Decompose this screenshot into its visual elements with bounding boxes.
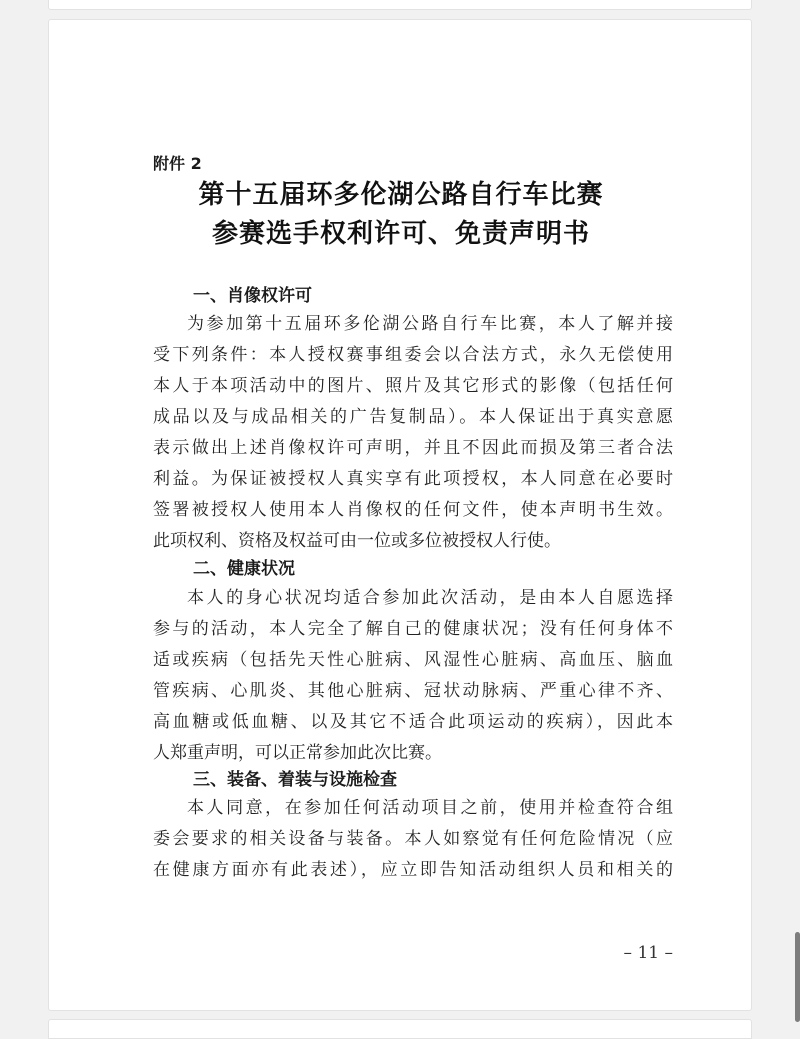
document-title-line-1: 第十五届环多伦湖公路自行车比赛 [198,180,604,210]
paragraph-line: 在健康方面亦有此表述），应立即告知活动组织人员和相关的 [153,860,673,880]
section-heading-health-status: 二、健康状况 [193,559,295,579]
paragraph-line: 高血糖或低血糖、以及其它不适合此项运动的疾病），因此本 [153,712,673,732]
paragraph-line: 成品以及与成品相关的广告复制品）。本人保证出于真实意愿 [153,407,673,427]
section-body-equipment-check [153,793,673,886]
document-page [48,19,752,1011]
paragraph-line: 适或疾病（包括先天性心脏病、风湿性心脏病、高血压、脑血 [153,650,673,670]
paragraph-line: 管疾病、心肌炎、其他心脏病、冠状动脉病、严重心律不齐、 [153,681,673,701]
paragraph-line: 表示做出上述肖像权许可声明，并且不因此而损及第三者合法 [153,438,673,458]
section-heading-portrait-rights: 一、肖像权许可 [193,286,312,306]
next-page-edge [48,1019,752,1039]
section-body-health-status [153,583,673,769]
paragraph-line: 人郑重声明，可以正常参加此次比赛。 [153,743,442,763]
paragraph-line: 本人于本项活动中的图片、照片及其它形式的影像（包括任何 [153,376,673,396]
paragraph-line: 受下列条件：本人授权赛事组委会以合法方式，永久无偿使用 [153,345,673,365]
document-title-line-2: 参赛选手权利许可、免责声明书 [211,219,590,249]
scrollbar-thumb[interactable] [795,932,800,1022]
previous-page-edge [48,0,752,10]
paragraph-line: 为参加第十五届环多伦湖公路自行车比赛，本人了解并接 [187,314,673,334]
page-number: – 11 – [623,943,673,963]
paragraph-line: 此项权利、资格及权益可由一位或多位被授权人行使。 [153,531,561,551]
attachment-label: 附件 2 [153,154,202,173]
paragraph-line: 利益。为保证被授权人真实享有此项授权，本人同意在必要时 [153,469,673,489]
section-body-portrait-rights [153,309,673,557]
paragraph-line: 委会要求的相关设备与装备。本人如察觉有任何危险情况（应 [153,829,673,849]
section-heading-equipment-check: 三、装备、着装与设施检查 [193,770,397,790]
paragraph-line: 参与的活动，本人完全了解自己的健康状况；没有任何身体不 [153,619,673,639]
paragraph-line: 签署被授权人使用本人肖像权的任何文件，使本声明书生效。 [153,500,673,520]
paragraph-line: 本人的身心状况均适合参加此次活动，是由本人自愿选择 [187,588,673,608]
paragraph-line: 本人同意，在参加任何活动项目之前，使用并检查符合组 [187,798,673,818]
